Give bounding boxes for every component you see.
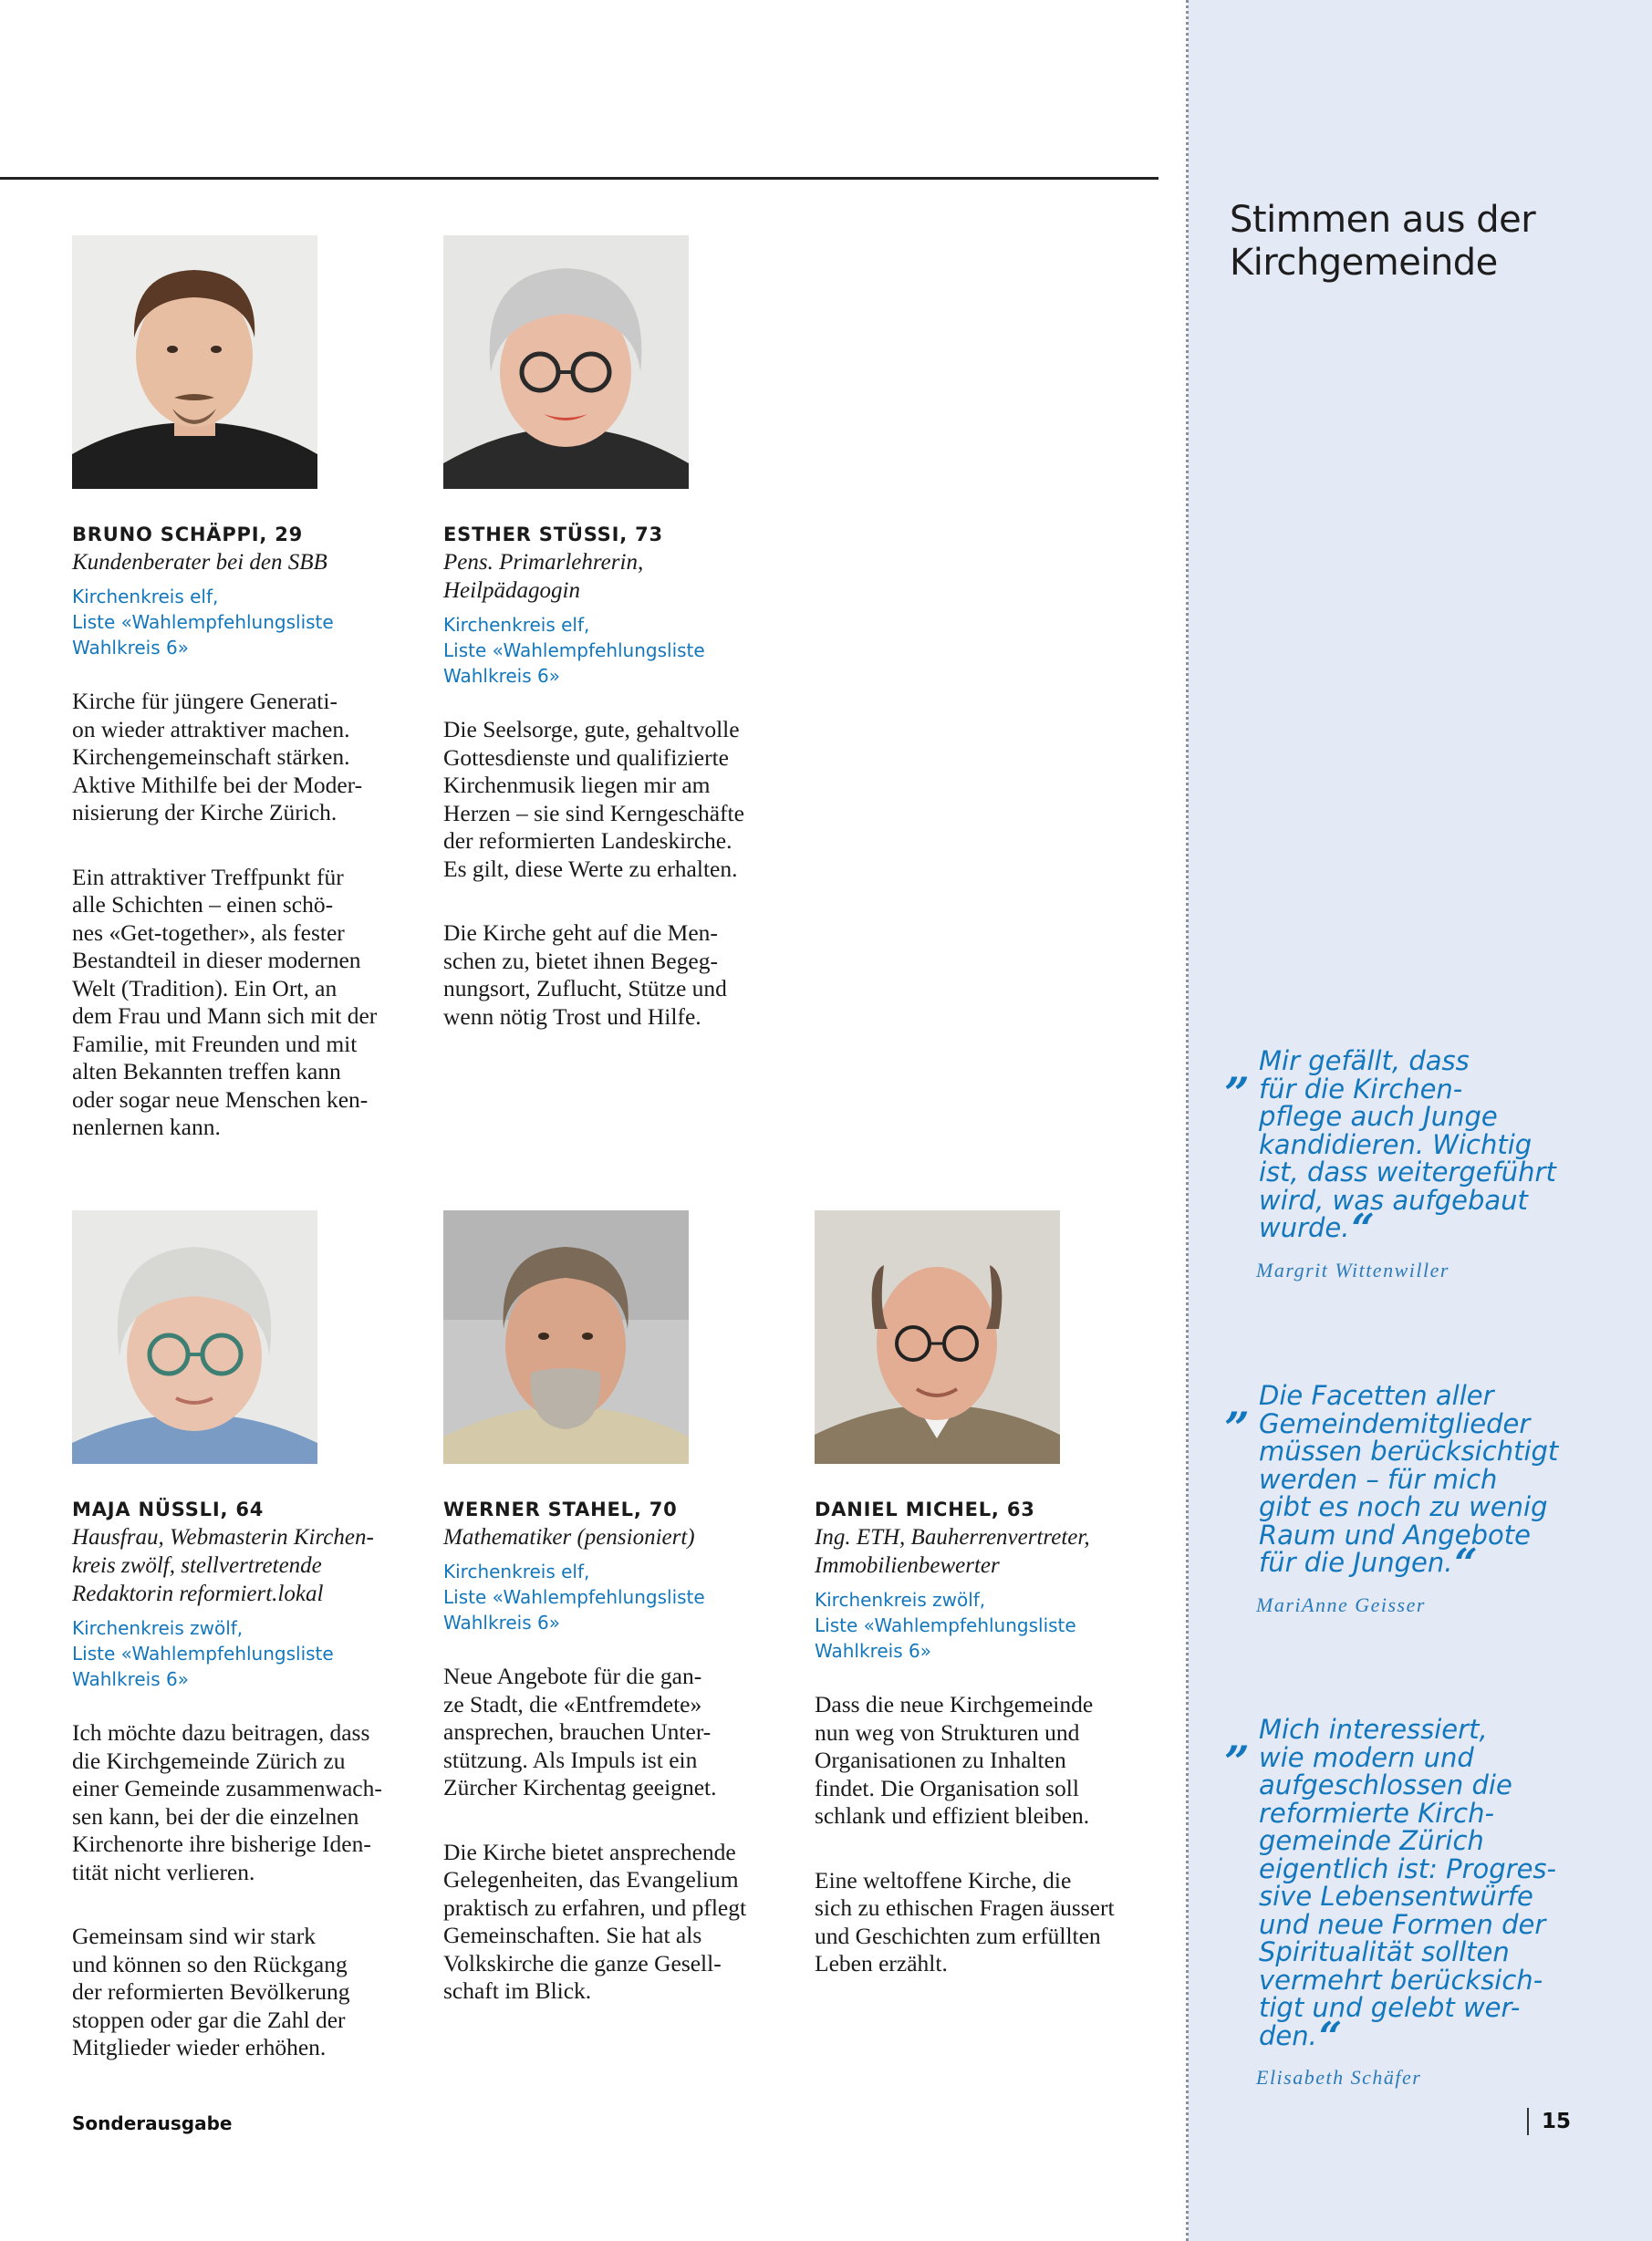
quote-open-icon: „ xyxy=(1225,1712,1251,1763)
portrait-photo xyxy=(443,235,689,489)
person-role: Ing. ETH, Bauherrenvertreter, Immobilienbewerter xyxy=(815,1525,1090,1578)
person-name: ESTHER STÜSSI, 73 xyxy=(443,524,663,545)
person-name: MAJA NÜSSLI, 64 xyxy=(72,1499,265,1520)
statement-paragraph: Ich möchte dazu beitragen, dass die Kirchgemeinde Zürich zu einer Gemeinde zusammenwach- sen kann, bei der die einzelnen Kirchenorte ihre bisherige Iden- tität nicht verlieren. xyxy=(72,1719,382,1885)
person-affiliation: Kirchenkreis zwölf, Liste «Wahlempfehlungsliste Wahlkreis 6» xyxy=(815,1589,1076,1662)
quote-author: Margrit Wittenwiller xyxy=(1256,1258,1449,1281)
page-number: 15 xyxy=(1527,2108,1571,2135)
quote-close-icon: “ xyxy=(1454,1541,1478,1587)
statement-paragraph: Kirche für jüngere Generati- on wieder attraktiver machen. Kirchengemeinschaft stärken. Aktive Mithilfe bei der Moder- nisierung der Kirche Zürich. xyxy=(72,688,363,825)
person-role: Mathematiker (pensioniert) xyxy=(443,1525,695,1550)
person-role: Pens. Primarlehrerin, Heilpädagogin xyxy=(443,550,644,603)
statement-paragraph: Ein attraktiver Treffpunkt für alle Schichten – einen schö- nes «Get-together», als fester Bestandteil in dieser modernen Welt (Tradition). Ein Ort, an dem Frau und Mann sich mit der Familie, mit Freunden und mit alten Bekannten treffen kann oder sogar neue Menschen ken- nenlernen kann. xyxy=(72,863,378,1140)
person-card xyxy=(443,1210,799,2006)
quote-close-icon: “ xyxy=(1351,1206,1375,1252)
statement-paragraph: Dass die neue Kirchgemeinde nun weg von Strukturen und Organisationen zu Inhalten findet. Die Organisation soll schlank und effizient bleiben. xyxy=(815,1691,1094,1829)
statement-paragraph: Die Seelsorge, gute, gehaltvolle Gottesdienste und qualifizierte Kirchenmusik liegen mir am Herzen – sie sind Kerngeschäfte der reformierten Landeskirche. Es gilt, diese Werte zu erhalten. xyxy=(443,716,744,882)
quote-author: Elisabeth Schäfer xyxy=(1256,2066,1422,2089)
person-name: DANIEL MICHEL, 63 xyxy=(815,1499,1035,1520)
statement-paragraph: Eine weltoffene Kirche, die sich zu ethischen Fragen äussert und Geschichten zum erfüllten Leben erzählt. xyxy=(815,1866,1115,1976)
person-role: Kundenberater bei den SBB xyxy=(72,550,327,575)
quote-open-icon: „ xyxy=(1225,1043,1251,1095)
statement-paragraph: Die Kirche bietet ansprechende Gelegenheiten, das Evangelium praktisch zu erfahren, und pflegt Gemeinschaften. Sie hat als Volkskirche die ganze Gesell- schaft im Blick. xyxy=(443,1838,747,2004)
portrait-photo xyxy=(443,1210,689,1464)
sidebar-quote xyxy=(1225,1378,1608,1619)
person-role: Hausfrau, Webmasterin Kirchen- kreis zwölf, stellvertretende Redaktorin reformiert.lokal xyxy=(72,1525,374,1606)
top-rule xyxy=(0,177,1158,180)
portrait-photo xyxy=(72,1210,317,1464)
portrait-photo xyxy=(815,1210,1060,1464)
portrait-photo xyxy=(72,235,317,489)
statement-paragraph: Neue Angebote für die gan- ze Stadt, die «Entfremdete» ansprechen, brauchen Unter- stützung. Als Impuls ist ein Zürcher Kirchentag geeignet. xyxy=(443,1663,717,1800)
quote-text: Mich interessiert, wie modern und aufgeschlossen die reformierte Kirch- gemeinde Zürich eigentlich ist: Progres- sive Lebensentwürfe und neue Formen der Spiritualität sollten vermehrt berücksich- tigt und gelebt wer- den.“ xyxy=(1259,1714,1556,2060)
publication-name: Sonderausgabe xyxy=(72,2112,233,2134)
person-card xyxy=(815,1210,1170,1978)
sidebar-quote xyxy=(1225,1043,1608,1284)
statement-paragraph: Die Kirche geht auf die Men- schen zu, bietet ihnen Begeg- nungsort, Zuflucht, Stütze und wenn nötig Trost und Hilfe. xyxy=(443,919,727,1030)
sidebar-quote xyxy=(1225,1712,1608,2092)
quote-text: Die Facetten aller Gemeindemitglieder müssen berücksichtigt werden – für mich gibt es noch zu wenig Raum und Angebote für die Jungen.“ xyxy=(1259,1380,1559,1587)
person-affiliation: Kirchenkreis elf, Liste «Wahlempfehlungsliste Wahlkreis 6» xyxy=(443,1561,705,1634)
person-name: BRUNO SCHÄPPI, 29 xyxy=(72,524,304,545)
person-card xyxy=(72,1210,428,2062)
sidebar-title: Stimmen aus der Kirchgemeinde xyxy=(1230,199,1536,284)
quote-text: Mir gefällt, dass für die Kirchen- pflege auch Junge kandidieren. Wichtig ist, dass weitergeführt wird, was aufgebaut wurde.“ xyxy=(1259,1045,1556,1252)
person-affiliation: Kirchenkreis elf, Liste «Wahlempfehlungsliste Wahlkreis 6» xyxy=(443,614,705,687)
person-affiliation: Kirchenkreis elf, Liste «Wahlempfehlungsliste Wahlkreis 6» xyxy=(72,586,334,659)
person-affiliation: Kirchenkreis zwölf, Liste «Wahlempfehlungsliste Wahlkreis 6» xyxy=(72,1617,334,1690)
statement-paragraph: Gemeinsam sind wir stark und können so den Rückgang der reformierten Bevölkerung stoppen oder gar die Zahl der Mitglieder wieder erhöhen. xyxy=(72,1923,350,2060)
quote-open-icon: „ xyxy=(1225,1378,1251,1429)
quote-close-icon: “ xyxy=(1318,2013,1343,2060)
person-card xyxy=(72,235,428,1142)
sidebar-divider xyxy=(1186,0,1189,2241)
person-name: WERNER STAHEL, 70 xyxy=(443,1499,678,1520)
person-card xyxy=(443,235,799,1031)
quote-author: MariAnne Geisser xyxy=(1256,1593,1426,1616)
